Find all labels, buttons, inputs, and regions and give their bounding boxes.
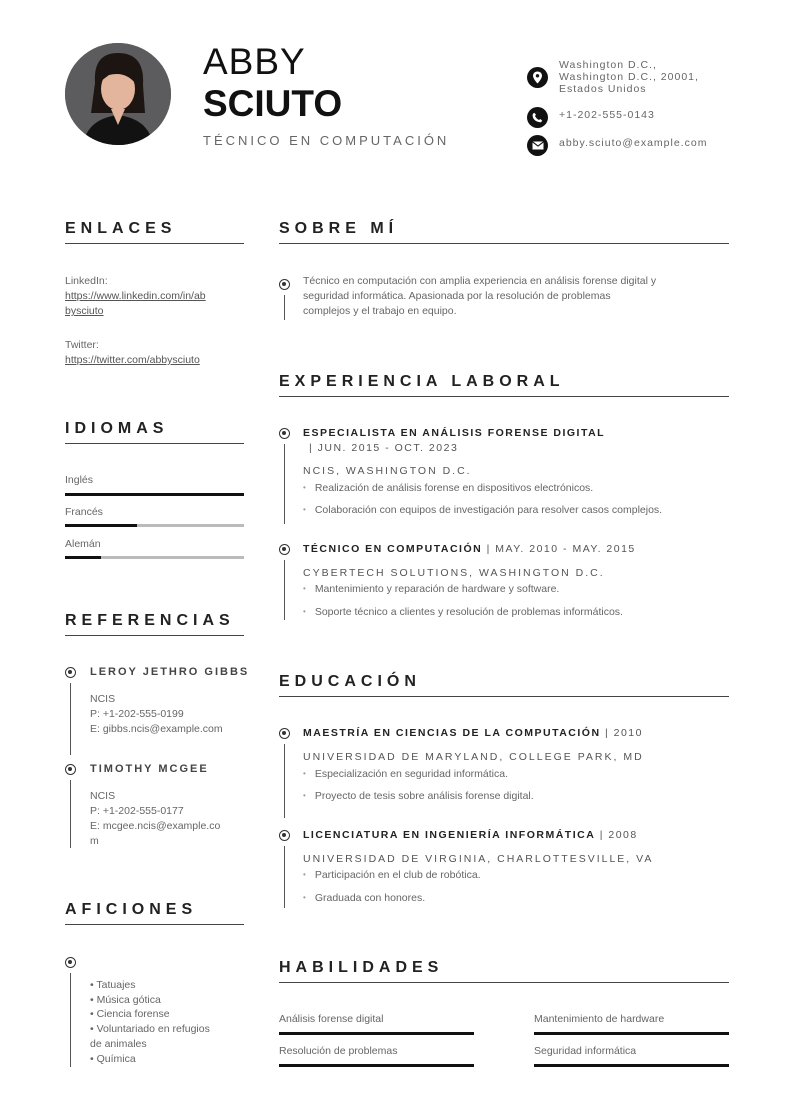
timeline-dot-icon	[279, 544, 290, 555]
job-dates-text: | MAY. 2010 - MAY. 2015	[486, 543, 636, 555]
timeline-line	[284, 744, 285, 818]
about-line-2: seguridad informática. Apasionada por la resolución de problemas	[303, 290, 611, 302]
language-level-fill	[65, 556, 101, 559]
skill-label: Análisis forense digital	[279, 1013, 384, 1025]
profile-photo	[65, 43, 171, 145]
about-divider	[279, 243, 729, 244]
job-title: TÉCNICO EN COMPUTACIÓN	[203, 133, 450, 148]
hobbies-section-title: AFICIONES	[65, 901, 198, 918]
reference-name: LEROY JETHRO GIBBS	[90, 666, 250, 678]
about-text	[303, 274, 733, 319]
education-school: UNIVERSIDAD DE MARYLAND, COLLEGE PARK, MD	[303, 751, 644, 763]
reference-details	[90, 692, 240, 737]
education-bullet: • Proyecto de tesis sobre análisis forense digital.	[303, 790, 534, 802]
skill-label: Resolución de problemas	[279, 1045, 398, 1057]
hobby-item: • Química	[90, 1052, 136, 1065]
languages-divider	[65, 443, 244, 444]
job-bullet: • Mantenimiento y reparación de hardware y software.	[303, 583, 559, 595]
twitter-label: Twitter:	[65, 339, 99, 351]
twitter-url[interactable]: https://twitter.com/abbysciuto	[65, 354, 200, 366]
hobby-item-continuation: de animales	[90, 1037, 147, 1050]
job-role	[303, 427, 605, 439]
education-degree	[303, 727, 643, 739]
timeline-dot-icon	[279, 279, 290, 290]
skill-level-bar	[534, 1032, 729, 1035]
job-dates-text: | JUN. 2015 - OCT. 2023	[309, 442, 459, 454]
language-label: Alemán	[65, 538, 101, 550]
reference-name: TIMOTHY MCGEE	[90, 763, 209, 775]
timeline-line	[284, 444, 285, 524]
hobby-item: • Voluntariado en refugios	[90, 1023, 210, 1036]
hobby-item: • Tatuajes	[90, 979, 136, 991]
skill-level-fill	[279, 1032, 474, 1035]
language-level-fill	[65, 493, 244, 496]
timeline-line	[284, 846, 285, 908]
linkedin-url-line-1[interactable]: https://www.linkedin.com/in/ab	[65, 290, 206, 302]
skill-level-bar	[279, 1032, 474, 1035]
reference-details	[90, 789, 240, 849]
twitter-link-block	[65, 338, 245, 368]
linkedin-link-block	[65, 274, 245, 319]
reference-email-line-2: m	[90, 835, 99, 847]
job-role	[303, 543, 636, 555]
job-company: CYBERTECH SOLUTIONS, WASHINGTON D.C.	[303, 567, 605, 579]
education-section-title: EDUCACIÓN	[279, 673, 421, 690]
first-name: ABBY	[203, 41, 306, 82]
education-school: UNIVERSIDAD DE VIRGINIA, CHARLOTTESVILLE, VA	[303, 853, 654, 865]
experience-divider	[279, 396, 729, 397]
language-label: Inglés	[65, 474, 94, 486]
education-year: | 2008	[599, 829, 638, 841]
skill-label: Seguridad informática	[534, 1045, 637, 1057]
skills-divider	[279, 982, 729, 983]
linkedin-url-line-2[interactable]: bysciuto	[65, 305, 104, 317]
reference-phone: P: +1-202-555-0177	[90, 805, 184, 817]
job-role-title: ESPECIALISTA EN ANÁLISIS FORENSE DIGITAL	[303, 427, 606, 439]
skill-label: Mantenimiento de hardware	[534, 1013, 665, 1025]
job-bullet: • Soporte técnico a clientes y resolución de problemas informáticos.	[303, 606, 623, 618]
education-year: | 2010	[604, 727, 643, 739]
hobbies-list	[90, 978, 250, 1066]
education-bullet: • Graduada con honores.	[303, 892, 425, 904]
skill-level-fill	[534, 1032, 729, 1035]
about-line-1: Técnico en computación con amplia experiencia en análisis forense digital y	[303, 275, 657, 287]
address-line-3: Estados Unidos	[559, 83, 647, 95]
experience-section-title: EXPERIENCIA LABORAL	[279, 373, 565, 390]
education-divider	[279, 696, 729, 697]
hobby-item: • Música gótica	[90, 993, 161, 1006]
language-level-fill	[65, 524, 137, 527]
reference-phone: P: +1-202-555-0199	[90, 708, 184, 720]
skill-level-bar	[279, 1064, 474, 1067]
job-company: NCIS, WASHINGTON D.C.	[303, 465, 472, 477]
timeline-dot-icon	[65, 667, 76, 678]
links-section-title: ENLACES	[65, 220, 177, 237]
contact-email	[527, 135, 707, 156]
links-divider	[65, 243, 244, 244]
reference-org: NCIS	[90, 693, 116, 705]
language-label: Francés	[65, 506, 103, 518]
timeline-line	[70, 780, 71, 848]
reference-email-line-1: E: mcgee.ncis@example.co	[90, 820, 221, 832]
job-role-title: TÉCNICO EN COMPUTACIÓN	[303, 543, 483, 555]
language-level-bar	[65, 556, 244, 559]
references-section-title: REFERENCIAS	[65, 612, 235, 629]
reference-org: NCIS	[90, 790, 116, 802]
education-degree-title: LICENCIATURA EN INGENIERÍA INFORMÁTICA	[303, 829, 596, 841]
hobbies-divider	[65, 924, 244, 925]
phone-icon	[527, 107, 548, 128]
reference-email: E: gibbs.ncis@example.com	[90, 723, 223, 735]
timeline-dot-icon	[279, 830, 290, 841]
address-line-1: Washington D.C.,	[559, 59, 657, 71]
skill-level-fill	[534, 1064, 729, 1067]
timeline-line	[284, 560, 285, 620]
linkedin-label: LinkedIn:	[65, 275, 108, 287]
address-line-2: Washington D.C., 20001,	[559, 71, 699, 83]
language-level-bar	[65, 493, 244, 496]
phone-text: +1-202-555-0143	[559, 109, 655, 121]
job-bullet: • Realización de análisis forense en dispositivos electrónicos.	[303, 482, 593, 494]
last-name: SCIUTO	[203, 83, 343, 124]
about-line-3: complejos y el trabajo en equipo.	[303, 305, 457, 317]
education-degree	[303, 829, 638, 841]
skills-section-title: HABILIDADES	[279, 959, 444, 976]
languages-section-title: IDIOMAS	[65, 420, 169, 437]
language-level-bar	[65, 524, 244, 527]
timeline-dot-icon	[279, 728, 290, 739]
email-text: abby.sciuto@example.com	[559, 137, 708, 149]
job-bullet: • Colaboración con equipos de investigación para resolver casos complejos.	[303, 504, 662, 516]
hobby-item: • Ciencia forense	[90, 1008, 170, 1021]
timeline-dot-icon	[65, 957, 76, 968]
skill-level-bar	[534, 1064, 729, 1067]
envelope-icon	[527, 135, 548, 156]
timeline-line	[70, 973, 71, 1067]
skill-level-fill	[279, 1064, 474, 1067]
job-dates	[309, 442, 458, 454]
timeline-line	[284, 295, 285, 320]
education-degree-title: MAESTRÍA EN CIENCIAS DE LA COMPUTACIÓN	[303, 727, 601, 739]
timeline-dot-icon	[65, 764, 76, 775]
timeline-line	[70, 683, 71, 755]
contact-phone	[527, 107, 655, 128]
about-section-title: SOBRE MÍ	[279, 220, 399, 237]
contact-address	[527, 59, 699, 95]
timeline-dot-icon	[279, 428, 290, 439]
location-pin-icon	[527, 67, 548, 88]
education-bullet: • Especialización en seguridad informática.	[303, 768, 508, 780]
education-bullet: • Participación en el club de robótica.	[303, 869, 481, 881]
references-divider	[65, 635, 244, 636]
